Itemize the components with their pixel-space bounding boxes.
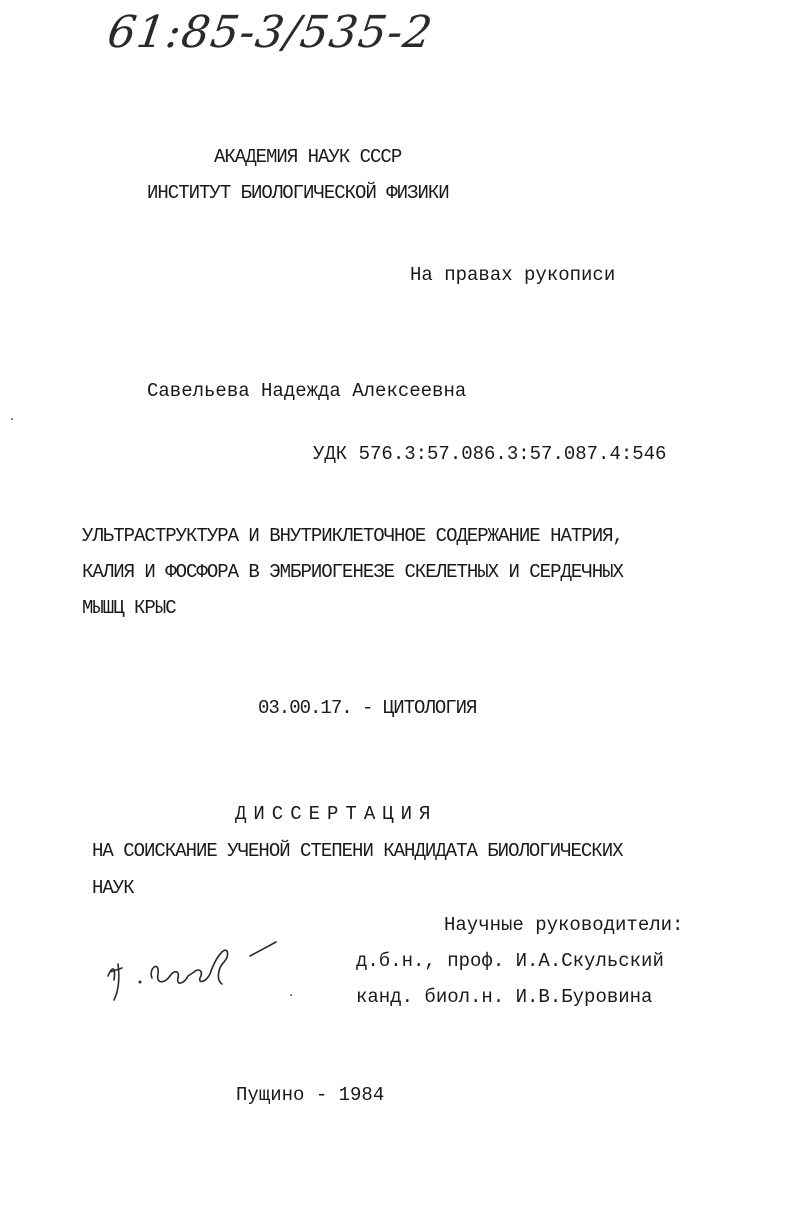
dissertation-heading: ДИССЕРТАЦИЯ: [235, 803, 438, 825]
archive-code-handwritten: 61:85-3/535-2: [104, 7, 436, 58]
thesis-title-line-3: МЫШЦ КРЫС: [82, 597, 176, 619]
degree-line-1: НА СОИСКАНИЕ УЧЕНОЙ СТЕПЕНИ КАНДИДАТА БИОЛОГИЧЕСКИХ: [92, 840, 623, 862]
academy-name: АКАДЕМИЯ НАУК СССР: [214, 146, 402, 168]
specialty-code: 03.00.17. - ЦИТОЛОГИЯ: [258, 697, 477, 719]
manuscript-rights: На правах рукописи: [410, 264, 616, 286]
thesis-title-line-1: УЛЬТРАСТРУКТУРА И ВНУТРИКЛЕТОЧНОЕ СОДЕРЖАНИЕ НАТРИЯ,: [82, 525, 623, 547]
supervisor-2: канд. биол.н. И.В.Буровина: [356, 986, 653, 1008]
udc-code: УДК 576.3:57.086.3:57.087.4:546: [313, 443, 667, 465]
supervisors-label: Научные руководители:: [444, 914, 684, 936]
institute-name: ИНСТИТУТ БИОЛОГИЧЕСКОЙ ФИЗИКИ: [147, 182, 449, 204]
scan-speck: [11, 418, 13, 420]
author-signature: [100, 928, 290, 1008]
degree-line-2: НАУК: [92, 877, 134, 899]
scan-speck: [290, 994, 292, 996]
thesis-title-line-2: КАЛИЯ И ФОСФОРА В ЭМБРИОГЕНЕЗЕ СКЕЛЕТНЫХ И СЕРДЕЧНЫХ: [82, 561, 623, 583]
place-and-year: Пущино - 1984: [236, 1084, 385, 1106]
supervisor-1: д.б.н., проф. И.А.Скульский: [356, 950, 664, 972]
author-name: Савельева Надежда Алексеевна: [147, 380, 467, 402]
